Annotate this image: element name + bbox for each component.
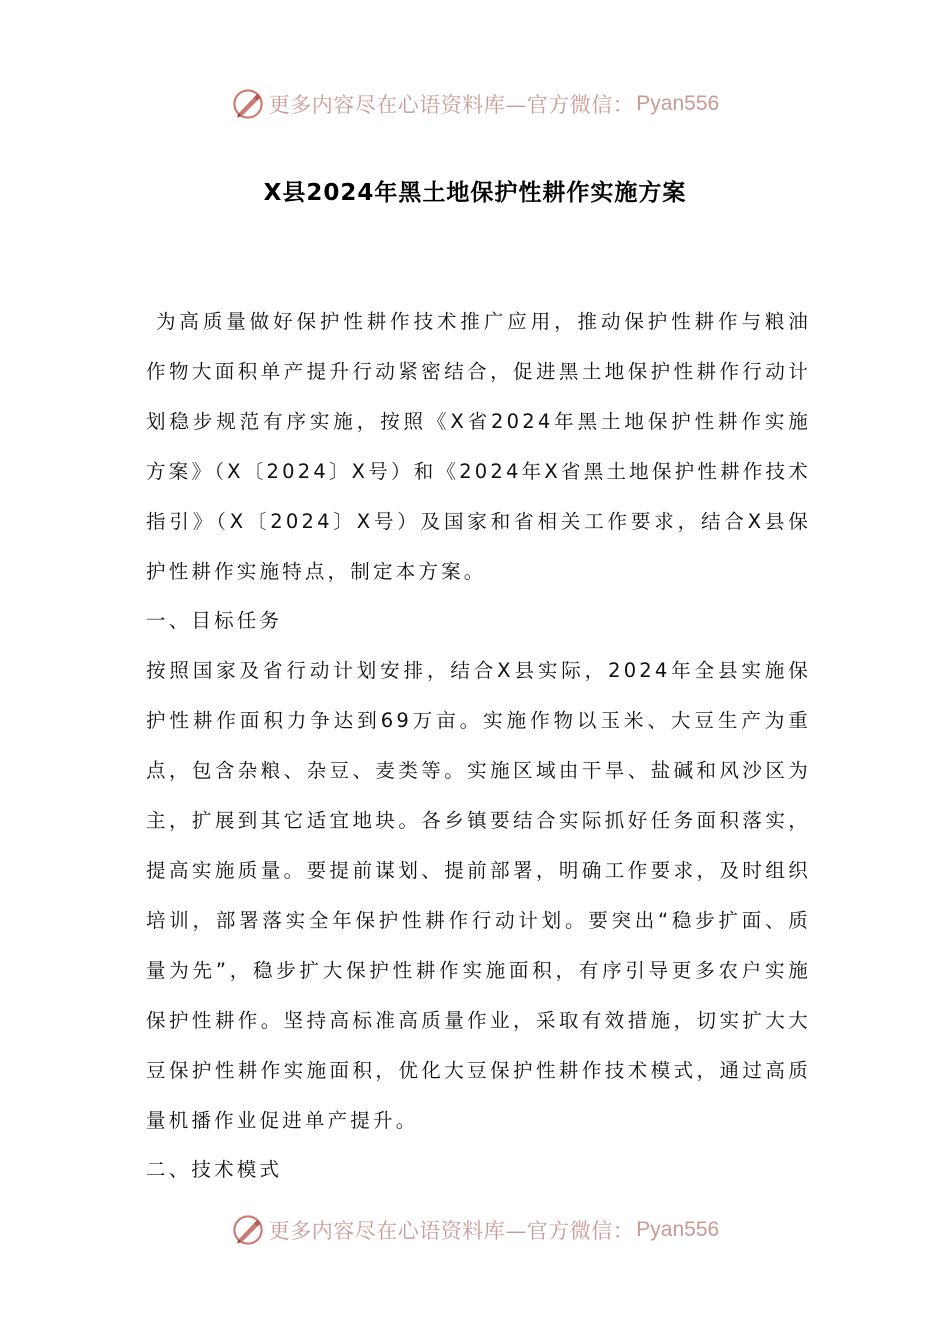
- document-body: [146, 297, 811, 1195]
- watermark-text: 更多内容尽在心语资料库—官方微信：: [268, 93, 635, 117]
- watermark-text: 更多内容尽在心语资料库—官方微信：: [268, 1219, 635, 1243]
- watermark-wechat-id: Pyan556: [636, 92, 720, 115]
- watermark-header: [0, 84, 950, 124]
- document-title: X县2024年黑土地保护性耕作实施方案: [263, 180, 687, 206]
- section-heading-goals: 一、目标任务: [146, 609, 283, 633]
- watermark-footer: [0, 1210, 950, 1250]
- pen-logo-icon: [231, 1213, 265, 1247]
- watermark-wechat-id: Pyan556: [636, 1218, 720, 1241]
- goals-paragraph: 按照国家及省行动计划安排，结合X县实际，2024年全县实施保护性耕作面积力争达到69万亩。实施作物以玉米、大豆生产为重点，包含杂粮、杂豆、麦类等。实施区域由干旱、盐碱和风沙区为主，扩展到其它适宜地块。各乡镇要结合实际抓好任务面积落实，提高实施质量。要提前谋划、提前部署，明确工作要求，及时组织培训，部署落实全年保护性耕作行动计划。要突出“稳步扩面、质量为先”，稳步扩大保护性耕作实施面积，有序引导更多农户实施保护性耕作。坚持高标准高质量作业，采取有效措施，切实扩大大豆保护性耕作实施面积，优化大豆保护性耕作技术模式，通过高质量机播作业促进单产提升。: [146, 659, 811, 1132]
- pen-logo-icon: [231, 87, 265, 121]
- intro-paragraph: 为高质量做好保护性耕作技术推广应用，推动保护性耕作与粮油作物大面积单产提升行动紧密结合，促进黑土地保护性耕作行动计划稳步规范有序实施，按照《X省2024年黑土地保护性耕作实施方案》（X〔2024〕X号）和《2024年X省黑土地保护性耕作技术指引》（X〔2024〕X号）及国家和省相关工作要求，结合X县保护性耕作实施特点，制定本方案。: [146, 310, 811, 583]
- section-heading-tech-mode: 二、技术模式: [146, 1158, 283, 1182]
